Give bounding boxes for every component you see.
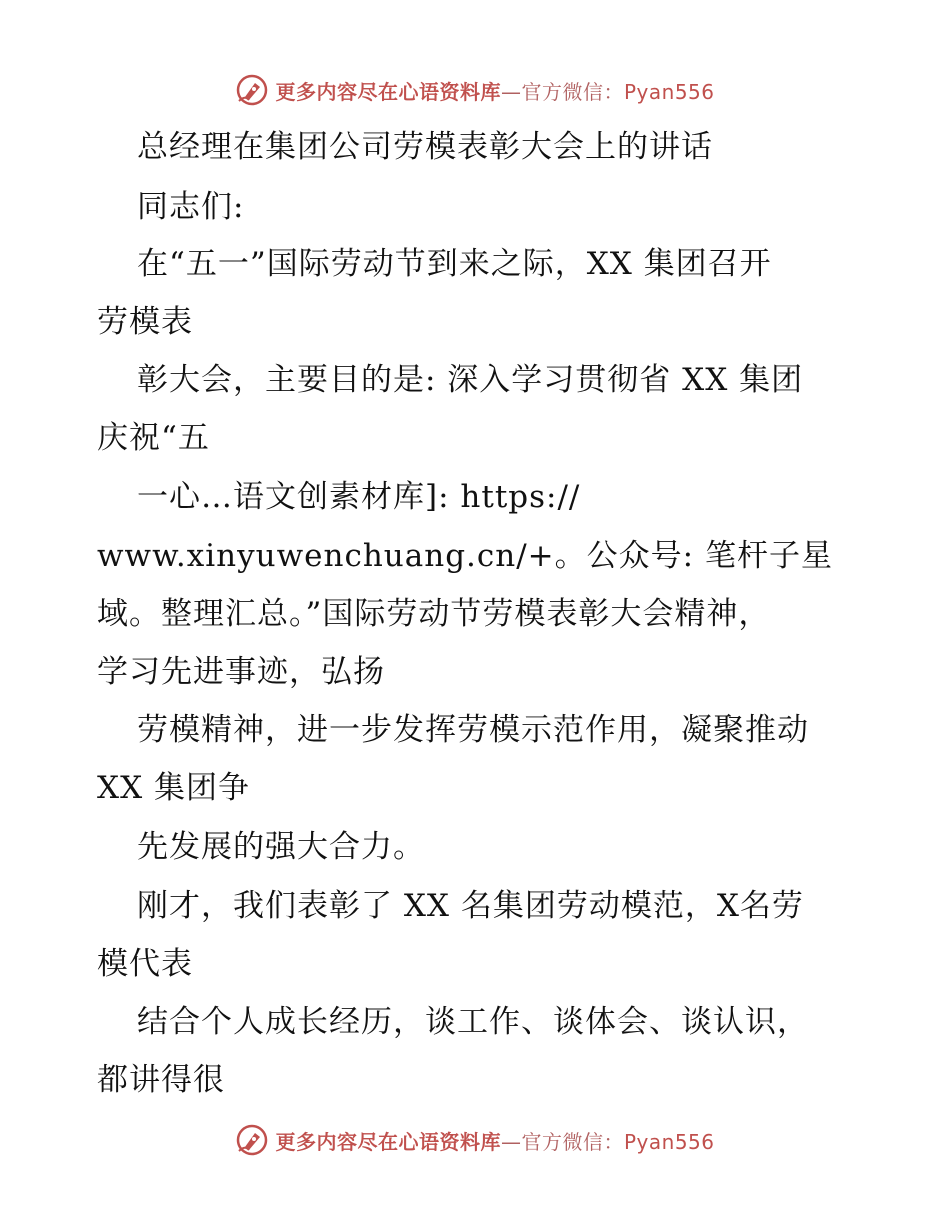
paragraph-line: 刚才，我们表彰了 XX 名集团劳动模范，X名劳 xyxy=(137,888,804,924)
paragraph-line: 结合个人成长经历，谈工作、谈体会、谈认识， xyxy=(137,1004,809,1040)
paragraph-line: 一心…语文创素材库]: https:// xyxy=(137,479,581,515)
banner-wechat-id: Pyan556 xyxy=(623,1129,715,1154)
banner-title: 更多内容尽在心语资料库 xyxy=(275,79,501,104)
banner-wechat-id: Pyan556 xyxy=(623,79,715,104)
footer-banner xyxy=(0,1120,950,1160)
paragraph-line: 彰大会，主要目的是: 深入学习贯彻省 XX 集团 xyxy=(137,362,804,398)
paragraph-line: 劳模精神，进一步发挥劳模示范作用，凝聚推动 xyxy=(137,712,809,748)
paragraph-line: 模代表 xyxy=(97,946,193,982)
paragraph-line: 在“五一”国际劳动节到来之际，XX 集团召开 xyxy=(137,246,772,282)
paragraph-line: 域。整理汇总。”国际劳动节劳模表彰大会精神， xyxy=(97,596,771,632)
banner-wechat-label: —官方微信： xyxy=(500,79,624,104)
banner-title: 更多内容尽在心语资料库 xyxy=(275,1129,501,1154)
salutation: 同志们: xyxy=(137,189,245,225)
banner-wechat-label: —官方微信： xyxy=(500,1129,624,1154)
pen-nib-logo-icon xyxy=(235,1123,269,1157)
document-title: 总经理在集团公司劳模表彰大会上的讲话 xyxy=(137,129,713,165)
paragraph-line: 庆祝“五 xyxy=(97,420,210,456)
paragraph-line: 学习先进事迹，弘扬 xyxy=(97,654,385,690)
footer-banner-text xyxy=(275,1126,714,1155)
paragraph-line: 先发展的强大合力。 xyxy=(137,829,425,865)
paragraph-line: 劳模表 xyxy=(97,304,193,340)
paragraph-line: 都讲得很 xyxy=(97,1062,225,1098)
paragraph-line: XX 集团争 xyxy=(97,770,250,806)
paragraph-line: www.xinyuwenchuang.cn/+。公众号: 笔杆子星 xyxy=(97,538,833,574)
